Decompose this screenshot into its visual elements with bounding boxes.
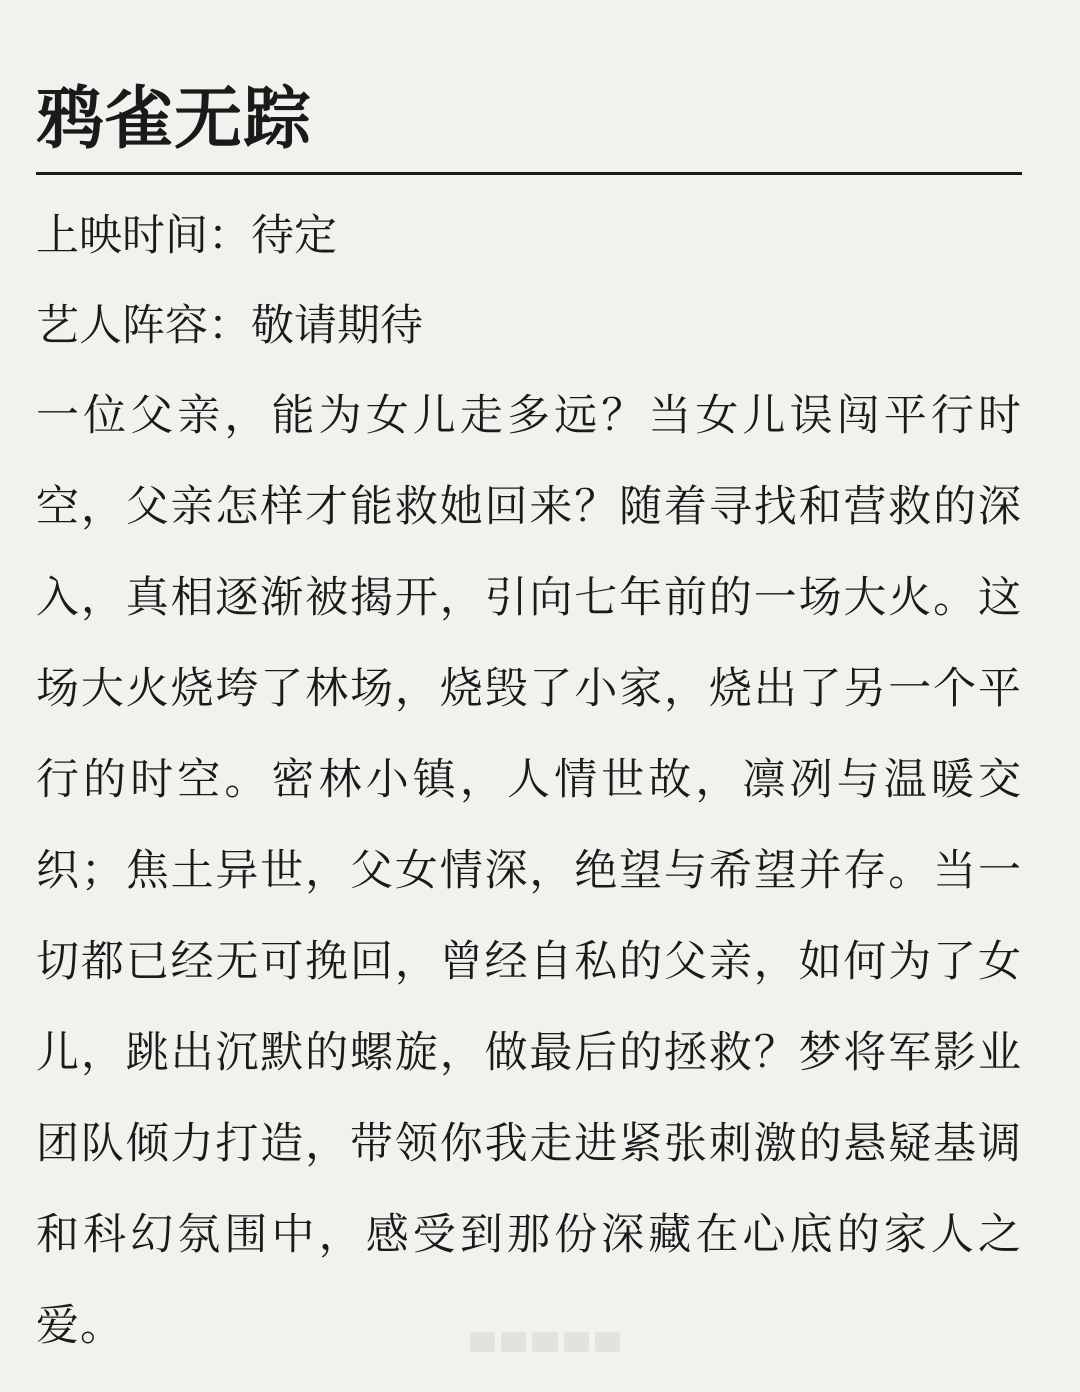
title-divider [36, 172, 1022, 175]
meta-info [36, 191, 1022, 371]
synopsis-paragraph: 一位父亲，能为女儿走多远？当女儿误闯平行时空，父亲怎样才能救她回来？随着寻找和营救的深入，真相逐渐被揭开，引向七年前的一场大火。这场大火烧垮了林场，烧毁了小家，烧出了另一个平行的时空。密林小镇，人情世故，凛冽与温暖交织；焦土异世，父女情深，绝望与希望并存。当一切都已经无可挽回，曾经自私的父亲，如何为了女儿，跳出沉默的螺旋，做最后的拯救？梦将军影业团队倾力打造，带领你我走进紧张刺激的悬疑基调和科幻氛围中，感受到那份深藏在心底的家人之爱。 [36, 391, 1022, 1351]
watermark-icon [470, 1332, 620, 1352]
release-date-line: 上映时间：待定 [36, 211, 337, 261]
cast-line: 艺人阵容：敬请期待 [36, 301, 423, 351]
page-title: 鸦雀无踪 [36, 80, 313, 159]
